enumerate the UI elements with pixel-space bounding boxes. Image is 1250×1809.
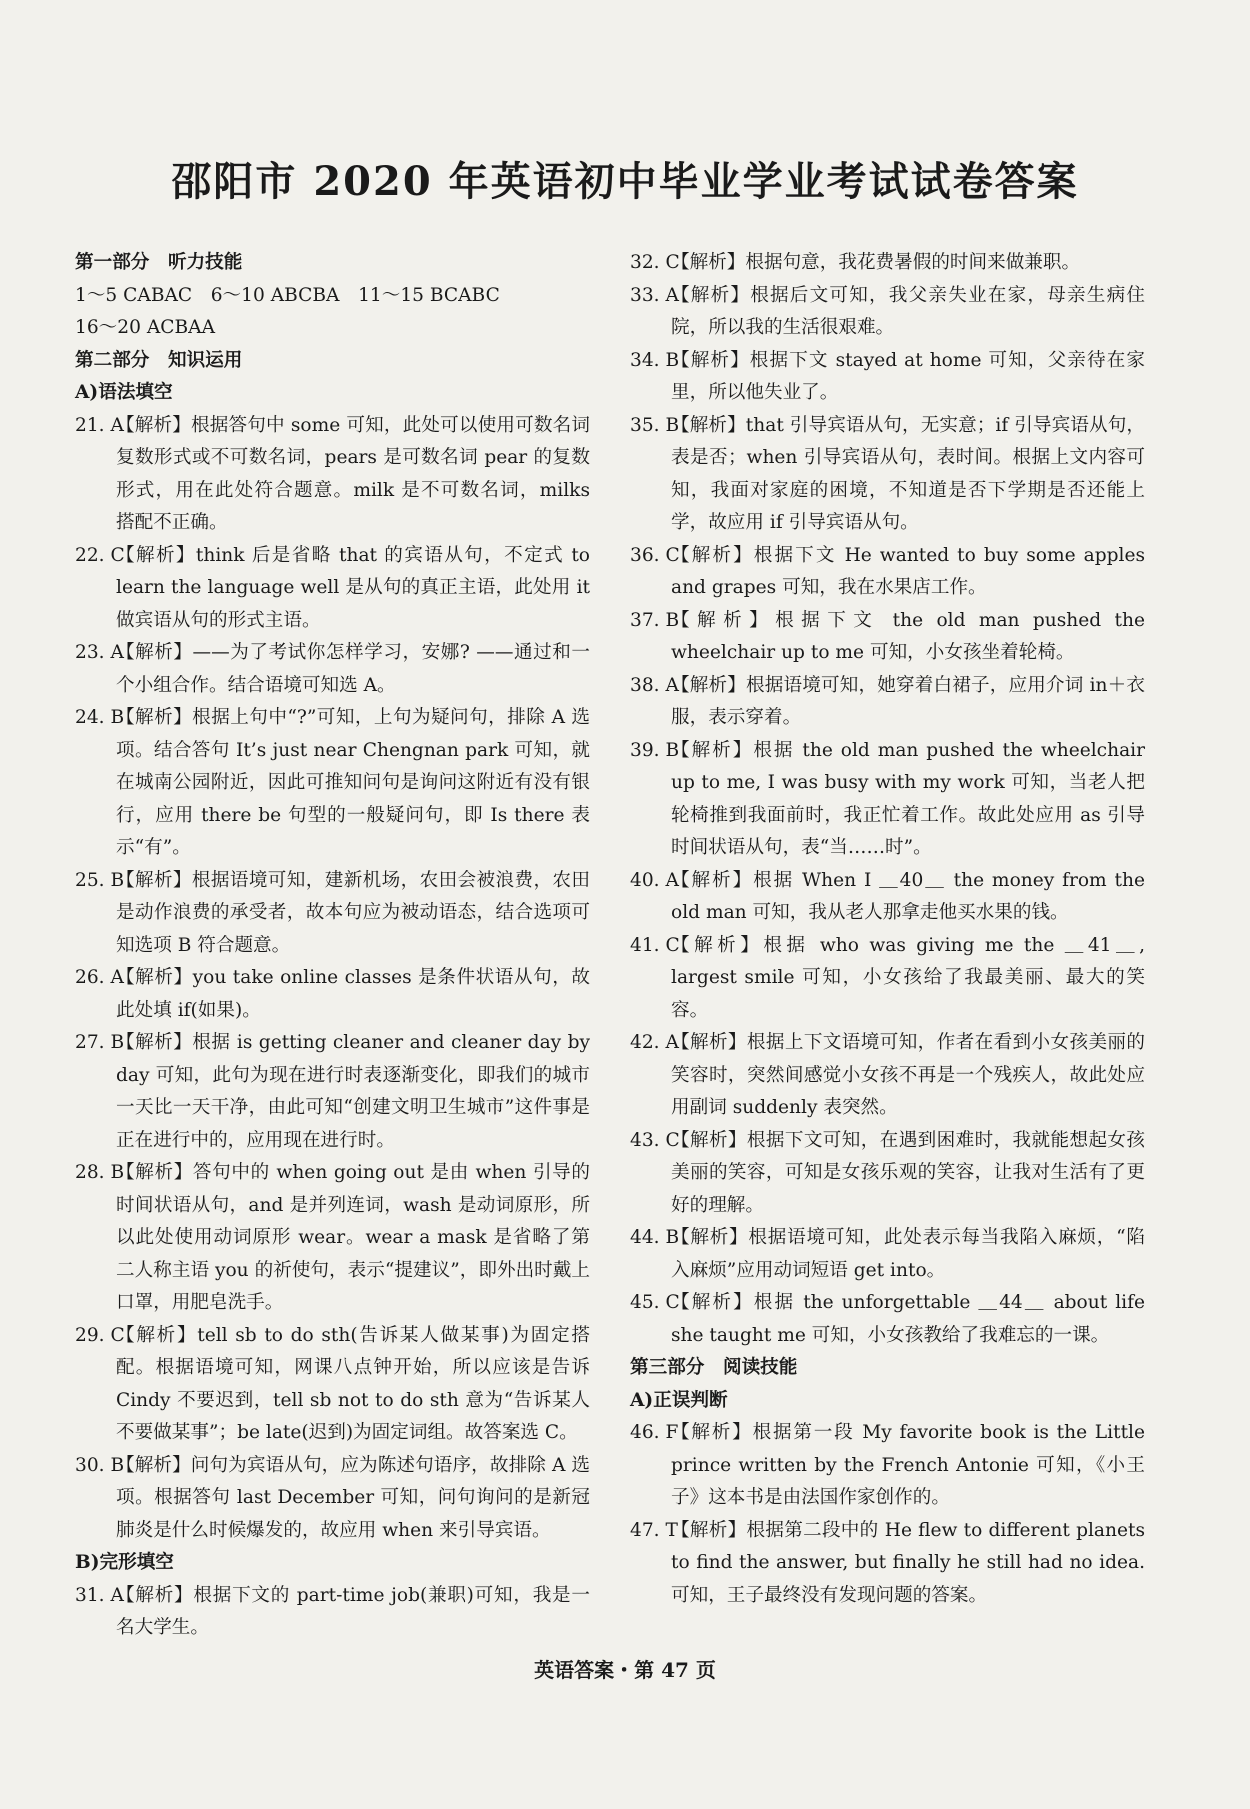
answer-number: 46. F — [630, 1422, 679, 1443]
answer-explanation: 【解析】根据下文 stayed at home 可知，父亲待在家里，所以他失业了。 — [671, 349, 1145, 403]
answer-item — [75, 1580, 590, 1645]
answer-explanation: 【解析】根据语境可知，此处表示每当我陷入麻烦，“陷入麻烦”应用动词短语 get into。 — [671, 1227, 1145, 1281]
answer-item — [630, 280, 1145, 345]
left-column — [75, 247, 590, 1645]
answer-number: 23. A — [75, 642, 124, 663]
answer-number: 45. C — [630, 1292, 680, 1313]
answer-item — [75, 962, 590, 1027]
answer-explanation: 【解析】——为了考试你怎样学习，安娜? ——通过和一个小组合作。结合语境可知选 A。 — [116, 642, 590, 696]
answer-item — [630, 540, 1145, 605]
answer-number: 27. B — [75, 1032, 125, 1053]
answer-number: 29. C — [75, 1324, 125, 1346]
page-title: 邵阳市 2020 年英语初中毕业学业考试试卷答案 — [171, 158, 1079, 205]
answer-item — [630, 865, 1145, 930]
answer-item — [630, 735, 1145, 865]
page-footer: 英语答案・第 47 页 — [534, 1658, 716, 1682]
answer-item — [75, 637, 590, 702]
answer-item — [630, 345, 1145, 410]
answer-explanation: 【解析】根据句意，我花费暑假的时间来做兼职。 — [671, 252, 1081, 273]
answer-number: 32. C — [630, 252, 680, 273]
answer-number: 43. C — [630, 1129, 680, 1151]
answer-explanation: 【解析】根据答句中 some 可知，此处可以使用可数名词复数形式或不可数名词，pears 是可数名词 pear 的复数形式，用在此处符合题意。milk 是不可数名词，milks 搭配不正确。 — [116, 414, 590, 533]
answer-explanation: 【解析】根据第二段中的 He flew to different planets to find the answer, but finally he still had no idea. 可知，王子最终没有发现问题的答案。 — [671, 1519, 1145, 1606]
grammar-fill-heading: A)语法填空 — [75, 382, 173, 403]
answer-explanation: 【解析】根据上句中“?”可知，上句为疑问句，排除 A 选项。结合答句 It’s just near Chengnan park 可知，就在城南公园附近，因此可推知问句是询问这附近有没有银行，应用 there be 句型的一般疑问句，即 Is there 表示“有”。 — [116, 707, 590, 858]
part1-heading: 第一部分 听力技能 — [75, 252, 243, 273]
answer-number: 35. B — [630, 414, 680, 436]
cloze-items-list-right — [630, 247, 1145, 1352]
answer-explanation: 【解析】you take online classes 是条件状语从句，故此处填 if(如果)。 — [116, 967, 590, 1021]
answer-explanation: 【解析】根据后文可知，我父亲失业在家，母亲生病住院，所以我的生活很艰难。 — [671, 284, 1145, 338]
answer-explanation: 【解析】根据 is getting cleaner and cleaner day by day 可知，此句为现在进行时表逐渐变化，即我们的城市一天比一天干净，由此可知“创建文明卫生城市”这件事是正在进行中的，应用现在进行时。 — [116, 1032, 590, 1151]
answer-number: 47. T — [630, 1519, 678, 1541]
answer-item — [630, 605, 1145, 670]
answer-number: 38. A — [630, 674, 679, 696]
answer-number: 28. B — [75, 1162, 125, 1183]
answer-item — [630, 670, 1145, 735]
answer-item — [75, 1320, 590, 1450]
answer-item — [75, 410, 590, 540]
true-false-heading: A)正误判断 — [630, 1389, 728, 1411]
answer-item — [630, 1417, 1145, 1515]
answer-item — [630, 1515, 1145, 1613]
cloze-items-list-left — [75, 1580, 590, 1645]
listening-answers-line2: 16～20 ACBAA — [75, 317, 215, 338]
answer-explanation: 【解析】根据 who was giving me the ＿41＿, largest smile 可知，小女孩给了我最美丽、最大的笑容。 — [671, 934, 1145, 1021]
answer-number: 21. A — [75, 414, 124, 436]
part2-heading: 第二部分 知识运用 — [75, 349, 243, 371]
answer-number: 44. B — [630, 1227, 680, 1248]
answer-explanation: 【解析】根据语境可知，她穿着白裙子，应用介词 in＋衣服，表示穿着。 — [671, 674, 1145, 728]
answer-number: 33. A — [630, 284, 679, 306]
answer-explanation: 【解析】根据第一段 My favorite book is the Little prince written by the French Antonie 可知，《小王子》这本书是由法国作家创作的。 — [671, 1422, 1145, 1508]
answer-item — [630, 247, 1145, 280]
grammar-items-list — [75, 410, 590, 1548]
answer-explanation: 【解析】think 后是省略 that 的宾语从句，不定式 to learn the language well 是从句的真正主语，此处用 it 做宾语从句的形式主语。 — [116, 544, 590, 631]
answer-number: 36. C — [630, 544, 680, 566]
answer-explanation: 【解析】根据下文的 part-time job(兼职)可知，我是一名大学生。 — [116, 1584, 590, 1638]
answer-number: 26. A — [75, 967, 124, 988]
answer-item — [75, 540, 590, 638]
answer-explanation: 【解析】根据 the old man pushed the wheelchair up to me, I was busy with my work 可知，当老人把轮椅推到我面前时，我正忙着工作。故此处应用 as 引导时间状语从句，表“当……时”。 — [671, 739, 1145, 858]
answer-explanation: 【解析】根据下文 He wanted to buy some apples and grapes 可知，我在水果店工作。 — [671, 544, 1145, 598]
answer-number: 40. A — [630, 869, 679, 891]
answer-number: 34. B — [630, 349, 680, 371]
part3-heading: 第三部分 阅读技能 — [630, 1357, 798, 1378]
answer-explanation: 【解析】tell sb to do sth(告诉某人做某事)为固定搭配。根据语境可知，网课八点钟开始，所以应该是告诉 Cindy 不要迟到，tell sb not to do sth 意为“告诉某人不要做某事”；be late(迟到)为固定词组。故答案选 C。 — [116, 1324, 590, 1443]
answer-explanation: 【解析】根据下文 the old man pushed the wheelchair up to me 可知，小女孩坐着轮椅。 — [671, 609, 1145, 663]
answer-item — [630, 1125, 1145, 1223]
answer-explanation: 【解析】根据语境可知，建新机场，农田会被浪费，农田是动作浪费的承受者，故本句应为被动语态，结合选项可知选项 B 符合题意。 — [116, 869, 590, 956]
answer-number: 25. B — [75, 869, 125, 891]
answer-explanation: 【解析】根据 the unforgettable ＿44＿ about life she taught me 可知，小女孩教给了我难忘的一课。 — [671, 1292, 1145, 1346]
answer-explanation: 【解析】答句中的 when going out 是由 when 引导的时间状语从句，and 是并列连词，wash 是动词原形，所以此处使用动词原形 wear。wear a mask 是省略了第二人称主语 you 的祈使句，表示“提建议”，即外出时戴上口罩，用肥皂洗手。 — [116, 1162, 590, 1313]
answer-number: 22. C — [75, 544, 125, 566]
answer-item — [75, 1157, 590, 1320]
answer-number: 24. B — [75, 707, 125, 728]
answer-number: 41. C — [630, 934, 680, 956]
right-column — [630, 247, 1145, 1612]
answer-item — [630, 1027, 1145, 1125]
listening-answers-line1: 1～5 CABAC 6～10 ABCBA 11～15 BCABC — [75, 284, 500, 306]
answer-explanation: 【解析】根据上下文语境可知，作者在看到小女孩美丽的笑容时，突然间感觉小女孩不再是一个残疾人，故此处应用副词 suddenly 表突然。 — [671, 1032, 1145, 1118]
answer-number: 31. A — [75, 1584, 124, 1606]
answer-number: 39. B — [630, 739, 680, 761]
answer-explanation: 【解析】that 引导宾语从句，无实意；if 引导宾语从句，表是否；when 引导宾语从句，表时间。根据上文内容可知，我面对家庭的困境，不知道是否下学期是否还能上学，故应用 if 引导宾语从句。 — [671, 414, 1145, 533]
answer-item — [75, 1027, 590, 1157]
true-false-items-list — [630, 1417, 1145, 1612]
answer-item — [630, 1222, 1145, 1287]
answer-item — [75, 865, 590, 963]
answer-item — [630, 930, 1145, 1028]
answer-explanation: 【解析】根据下文可知，在遇到困难时，我就能想起女孩美丽的笑容，可知是女孩乐观的笑容，让我对生活有了更好的理解。 — [671, 1129, 1145, 1216]
answer-number: 37. B — [630, 609, 680, 631]
answer-item — [630, 1287, 1145, 1352]
cloze-heading: B)完形填空 — [75, 1552, 174, 1573]
answer-item — [75, 1450, 590, 1548]
answer-number: 30. B — [75, 1454, 125, 1476]
answer-explanation: 【解析】问句为宾语从句，应为陈述句语序，故排除 A 选项。根据答句 last December 可知，问句询问的是新冠肺炎是什么时候爆发的，故应用 when 来引导宾语。 — [116, 1454, 590, 1541]
answer-number: 42. A — [630, 1032, 679, 1053]
answer-explanation: 【解析】根据 When I ＿40＿ the money from the old man 可知，我从老人那拿走他买水果的钱。 — [671, 869, 1145, 923]
answer-item — [630, 410, 1145, 540]
answer-item — [75, 702, 590, 865]
